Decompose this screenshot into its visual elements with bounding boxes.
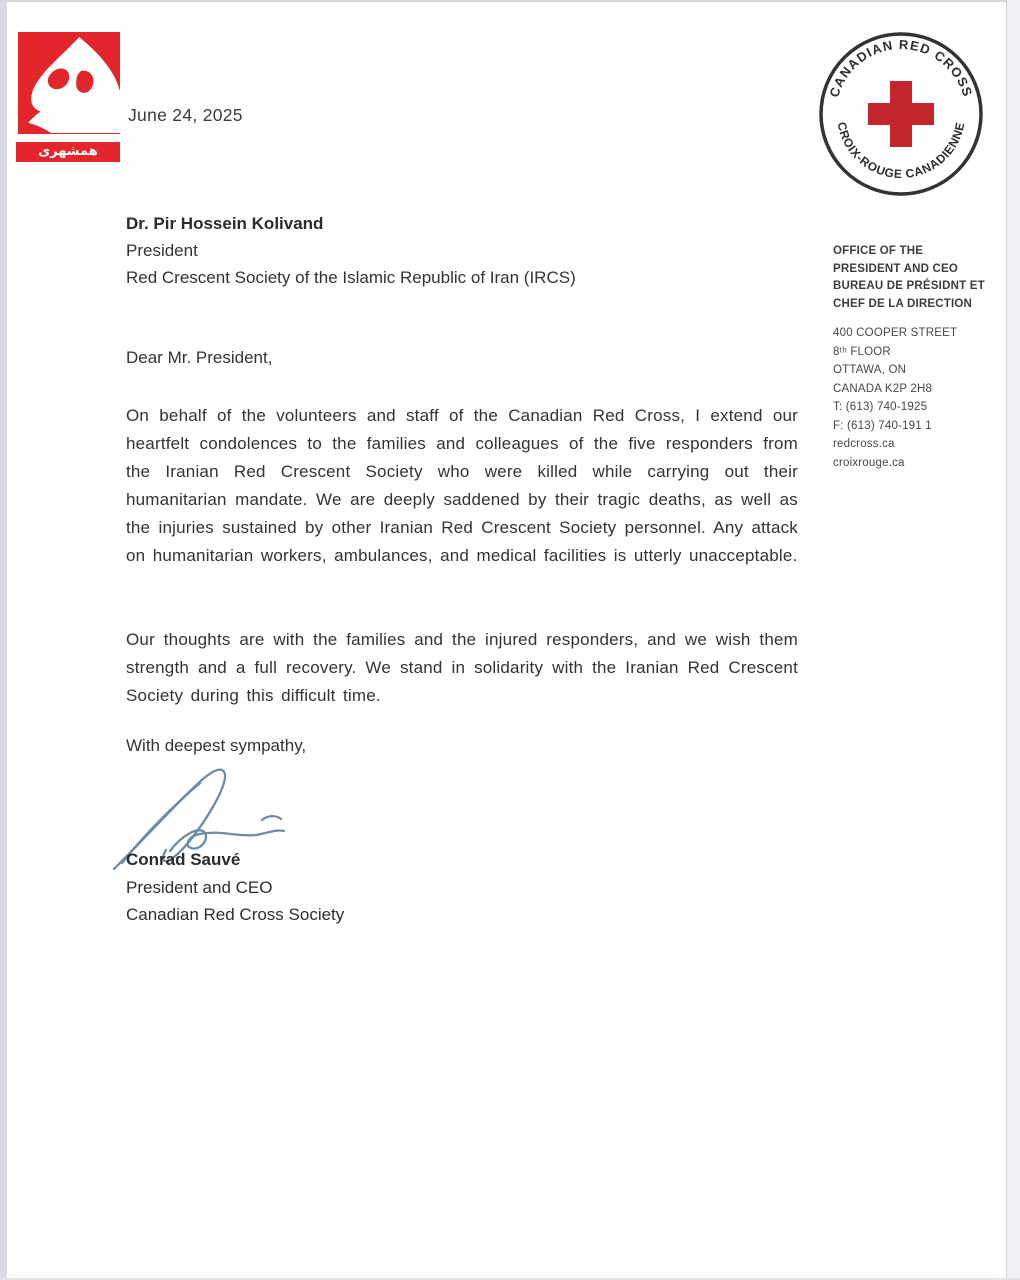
hamshahri-logo — [16, 31, 120, 162]
office-address-lines — [833, 324, 1005, 472]
paragraph-solidarity: Our thoughts are with the families and the injured responders, and we wish them strength and a full recovery. We stand in solidarity with the Iranian Red Crescent Society during this difficult time. — [126, 630, 798, 705]
signer-block — [126, 846, 344, 929]
signer-name: Conrad Sauvé — [126, 850, 241, 869]
address-line: 400 COOPER STREET — [833, 327, 958, 339]
salutation: Dear Mr. President, — [126, 348, 273, 367]
hamshahri-caption: همشهری — [16, 142, 120, 162]
paragraph-condolences: On behalf of the volunteers and staff of the Canadian Red Cross, I extend our heartfelt condolences to the families and colleagues of the five responders from the Iranian Red Crescent Society who were killed while carrying out their humanitarian mandate. We are deeply saddened by their tragic deaths, as well as the injuries sustained by other Iranian Red Crescent Society personnel. Any attack on humanitarian workers, ambulances, and medical facilities is utterly unacceptable. — [126, 406, 798, 565]
address-phone: T: (613) 740-1925 — [833, 401, 928, 413]
website-fr: croixrouge.ca — [833, 456, 905, 469]
recipient-org: Red Crescent Society of the Islamic Republic of Iran (IRCS) — [126, 268, 576, 287]
office-line: OFFICE OF THE — [833, 245, 924, 257]
address-line: 8ᵗʰ FLOOR — [833, 345, 891, 358]
hamshahri-emblem-icon — [18, 31, 120, 135]
letter-date: June 24, 2025 — [128, 105, 243, 125]
closing-line: With deepest sympathy, — [126, 736, 307, 755]
recipient-block — [126, 210, 798, 291]
recipient-name: Dr. Pir Hossein Kolivand — [126, 214, 324, 233]
letter-body — [126, 210, 798, 755]
address-line: OTTAWA, ON — [833, 364, 907, 376]
scan-edge-left — [0, 0, 7, 1280]
office-line: CHEF DE LA DIRECTION — [833, 297, 973, 310]
seal-top-text: CANADIAN RED CROSS — [826, 36, 976, 100]
address-line: CANADA K2P 2H8 — [833, 382, 933, 395]
scan-edge-right — [1006, 0, 1020, 1280]
office-line: PRESIDENT AND CEO — [833, 262, 959, 275]
recipient-title: President — [126, 241, 198, 260]
signer-org: Canadian Red Cross Society — [126, 905, 345, 924]
office-title-lines — [833, 243, 1005, 313]
address-fax: F: (613) 740-191 1 — [833, 419, 932, 432]
letterhead-address-block — [833, 243, 1005, 472]
scan-edge-top — [0, 0, 1020, 2]
website-en: redcross.ca — [833, 438, 895, 450]
canadian-red-cross-seal-icon — [813, 26, 989, 202]
seal-bottom-text: CROIX-ROUGE CANADIENNE — [834, 120, 968, 182]
signer-title: President and CEO — [126, 877, 273, 897]
office-line: BUREAU DE PRÉSIDNT ET — [833, 280, 985, 292]
